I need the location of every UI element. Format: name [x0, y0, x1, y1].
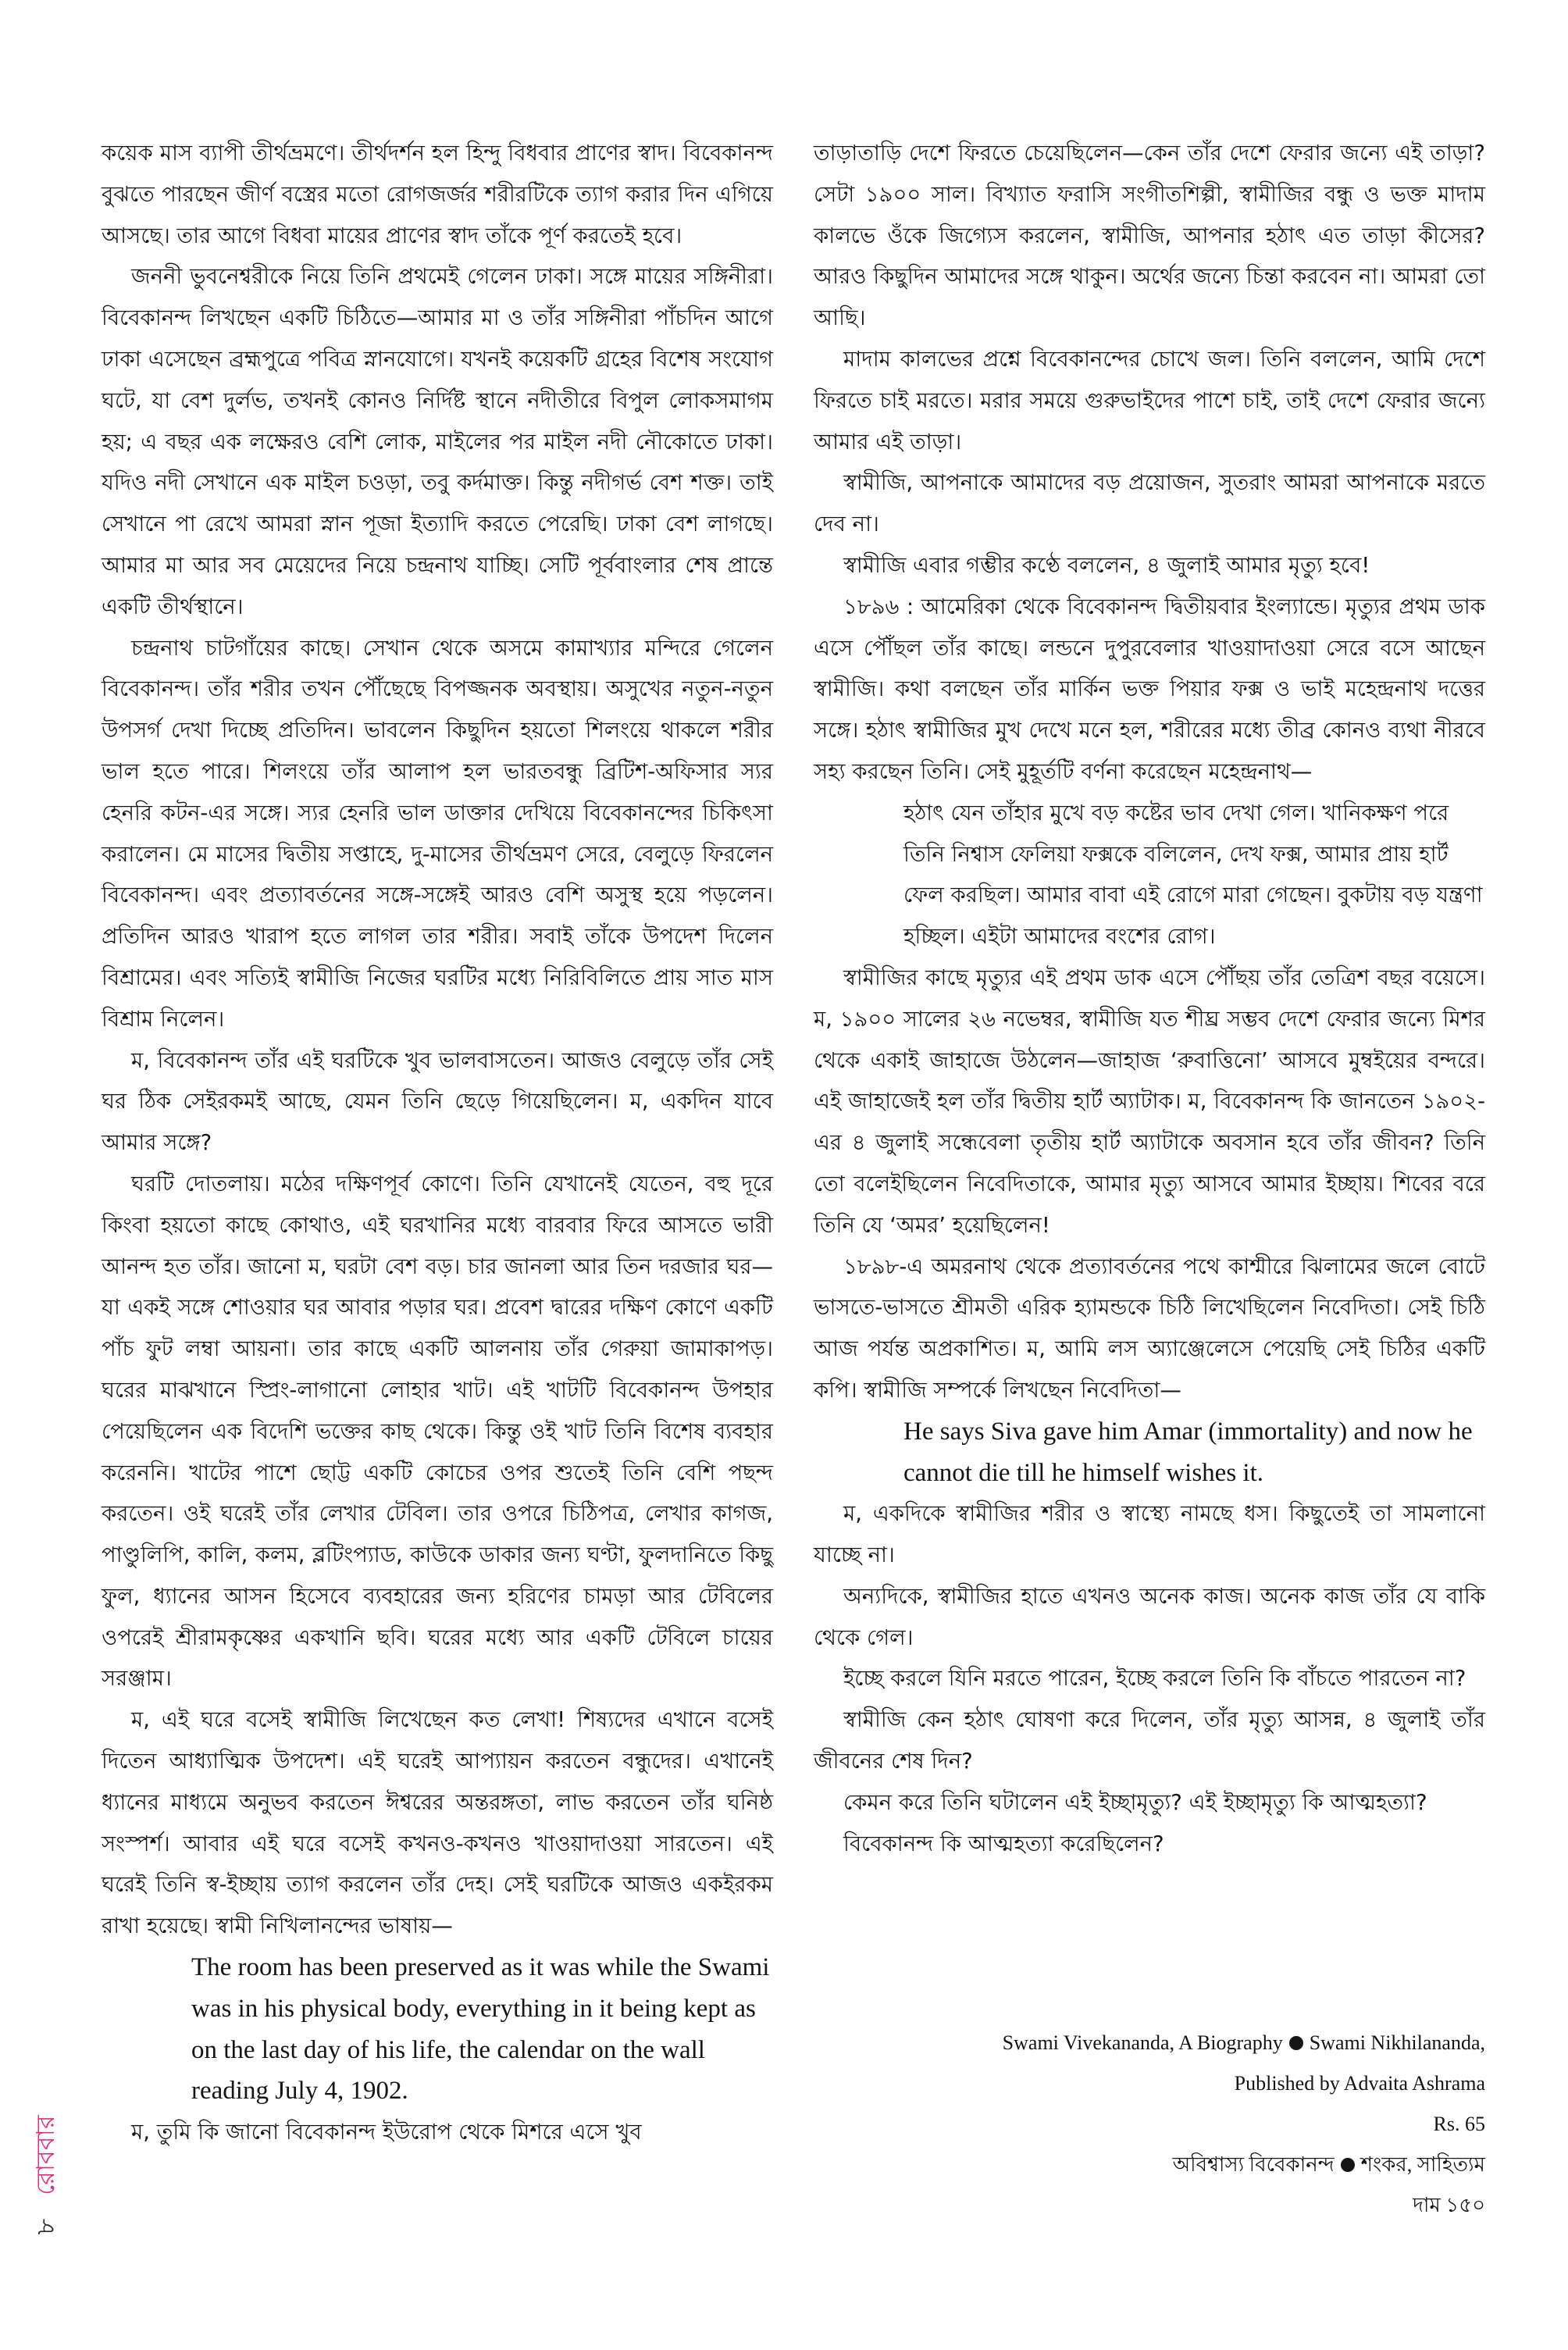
reference-2-book: অবিশ্বাস্য বিবেকানন্দ	[1172, 2153, 1335, 2176]
magazine-name: রোববার	[30, 2115, 60, 2195]
reference-1-author: Swami Nikhilananda,	[1309, 2031, 1485, 2054]
page-number: ৮	[30, 2218, 60, 2235]
paragraph: তাড়াতাড়ি দেশে ফিরতে চেয়েছিলেন—কেন তাঁর দেশে ফেরার জন্যে এই তাড়া? সেটা ১৯০০ সাল। বিখ্যাত ফরাসি সংগীতশিল্পী, স্বামীজির বন্ধু ও ভক্ত মাদাম কালভে ওঁকে জিগ্যেস করলেন, স্বামীজি, আপনার হঠাৎ এত তাড়া কীসের? আরও কিছুদিন আমাদের সঙ্গে থাকুন। অর্থের জন্যে চিন্তা করবেন না। আমরা তো আছি।	[814, 141, 1485, 331]
block-quote: হঠাৎ যেন তাঁহার মুখে বড় কষ্টের ভাব দেখা গেল। খানিকক্ষণ পরে তিনি নিশ্বাস ফেলিয়া ফক্সকে বলিলেন, দেখ ফক্স, আমার প্রায় হার্ট ফেল করছিল। আমার বাবা এই রোগে মারা গেছেন। বুকটায় বড় যন্ত্রণা হচ্ছিল। এইটা আমাদের বংশের রোগ।	[903, 800, 1483, 950]
paragraph: মাদাম কালভের প্রশ্নে বিবেকানন্দের চোখে জল। তিনি বললেন, আমি দেশে ফিরতে চাই মরতে। মরার সময়ে গুরুভাইদের পাশে চাই, তাই দেশে ফেরার জন্যে আমার এই তাড়া।	[814, 346, 1485, 455]
english-quote: The room has been preserved as it was while the Swami was in his physical body, everything in it being kept as on the last day of his life, the calendar on the wall reading July 4, 1902.	[191, 1953, 770, 2106]
reference-1-price: Rs. 65	[1433, 2113, 1485, 2135]
bullet-icon	[1341, 2158, 1355, 2172]
reference-2-author: শংকর, সাহিত্যম	[1360, 2153, 1485, 2176]
paragraph: ম, একদিকে স্বামীজির শরীর ও স্বাস্থ্যে নামছে ধস। কিছুতেই তা সামলানো যাচ্ছে না।	[814, 1501, 1485, 1568]
reference-2-title-line	[814, 2145, 1485, 2185]
paragraph: ম, বিবেকানন্দ তাঁর এই ঘরটিকে খুব ভালবাসতেন। আজও বেলুড়ে তাঁর সেই ঘর ঠিক সেইরকমই আছে, যেমন তিনি ছেড়ে গিয়েছিলেন। ম, একদিন যাবে আমার সঙ্গে?	[102, 1047, 773, 1156]
bullet-icon	[1289, 2036, 1303, 2050]
paragraph: স্বামীজি কেন হঠাৎ ঘোষণা করে দিলেন, তাঁর মৃত্যু আসন্ন, ৪ জুলাই তাঁর জীবনের শেষ দিন?	[814, 1707, 1485, 1774]
paragraph: স্বামীজি, আপনাকে আমাদের বড় প্রয়োজন, সুতরাং আমরা আপনাকে মরতে দেব না।	[814, 470, 1485, 537]
paragraph: ম, তুমি কি জানো বিবেকানন্দ ইউরোপ থেকে মিশরে এসে খুব	[131, 2120, 642, 2145]
paragraph: ম, এই ঘরে বসেই স্বামীজি লিখেছেন কত লেখা! শিষ্যদের এখানে বসেই দিতেন আধ্যাত্মিক উপদেশ। এই ঘরেই আপ্যায়ন করতেন বন্ধুদের। এখানেই ধ্যানের মাধ্যমে অনুভব করতেন ঈশ্বরের অন্তরঙ্গতা, লাভ করতেন তাঁর ঘনিষ্ঠ সংস্পর্শ। আবার এই ঘরে বসেই কখনও-কখনও খাওয়াদাওয়া সারতেন। এই ঘরেই তিনি স্ব-ইচ্ছায় ত্যাগ করলেন তাঁর দেহ। সেই ঘরটিকে আজও একইরকম রাখা হয়েছে। স্বামী নিখিলানন্দের ভাষায়—	[102, 1707, 773, 1939]
paragraph: কয়েক মাস ব্যাপী তীর্থভ্রমণে। তীর্থদর্শন হল হিন্দু বিধবার প্রাণের স্বাদ। বিবেকানন্দ বুঝতে পারছেন জীর্ণ বস্ত্রের মতো রোগজর্জর শরীরটিকে ত্যাগ করার দিন এগিয়ে আসছে। তার আগে বিধবা মায়ের প্রাণের স্বাদ তাঁকে পূর্ণ করতেই হবে।	[102, 141, 773, 248]
paragraph: বিবেকানন্দ কি আত্মহত্যা করেছিলেন?	[843, 1831, 1164, 1856]
paragraph: জননী ভুবনেশ্বরীকে নিয়ে তিনি প্রথমেই গেলেন ঢাকা। সঙ্গে মায়ের সঙ্গিনীরা। বিবেকানন্দ লিখছেন একটি চিঠিতে—আমার মা ও তাঁর সঙ্গিনীরা পাঁচদিন আগে ঢাকা এসেছেন ব্রহ্মপুত্রে পবিত্র স্নানযোগে। যখনই কয়েকটি গ্রহের বিশেষ সংযোগ ঘটে, যা বেশ দুর্লভ, তখনই কোনও নির্দিষ্ট স্থানে নদীতীরে বিপুল লোকসমাগম হয়; এ বছর এক লক্ষেরও বেশি লোক, মাইলের পর মাইল নদী নৌকোতে ঢাকা। যদিও নদী সেখানে এক মাইল চওড়া, তবু কর্দমাক্ত। কিন্তু নদীগর্ভ বেশ শক্ত। তাই সেখানে পা রেখে আমরা স্নান পূজা ইত্যাদি করতে পেরেছি। ঢাকা বেশ লাগছে। আমার মা আর সব মেয়েদের নিয়ে চন্দ্রনাথ যাচ্ছি। সেটি পূর্ববাংলার শেষ প্রান্তে একটি তীর্থস্থানে।	[102, 264, 773, 619]
reference-1-book: Swami Vivekananda, A Biography	[1002, 2031, 1283, 2054]
paragraph: স্বামীজির কাছে মৃত্যুর এই প্রথম ডাক এসে পৌঁছয় তাঁর তেত্রিশ বছর বয়েসে। ম, ১৯০০ সালের ২৬ নভেম্বর, স্বামীজি যত শীঘ্র সম্ভব দেশে ফেরার জন্যে মিশর থেকে একাই জাহাজে উঠলেন—জাহাজ ‘রুবাত্তিনো’ আসবে মুম্বইয়ের বন্দরে। এই জাহাজেই হল তাঁর দ্বিতীয় হার্ট অ্যাটাক। ম, বিবেকানন্দ কি জানতেন ১৯০২-এর ৪ জুলাই সন্ধেবেলা তৃতীয় হার্ট অ্যাটাকে অবসান হবে তাঁর জীবন? তিনি তো বলেইছিলেন নিবেদিতাকে, আমার মৃত্যু আসবে আমার ইচ্ছায়। শিবের বরে তিনি যে ‘অমর’ হয়েছিলেন!	[814, 965, 1485, 1238]
paragraph: কেমন করে তিনি ঘটালেন এই ইচ্ছামৃত্যু? এই ইচ্ছামৃত্যু কি আত্মহত্যা?	[843, 1789, 1427, 1815]
margin-label	[23, 2046, 70, 2304]
english-quote: He says Siva gave him Amar (immortality) and now he cannot die till he himself wishes it.	[903, 1417, 1473, 1487]
margin-label-text	[26, 2115, 68, 2234]
paragraph: ১৮৯৬ : আমেরিকা থেকে বিবেকানন্দ দ্বিতীয়বার ইংল্যান্ডে। মৃত্যুর প্রথম ডাক এসে পৌঁছল তাঁর কাছে। লন্ডনে দুপুরবেলার খাওয়াদাওয়া সেরে বসে আছেন স্বামীজি। কথা বলছেন তাঁর মার্কিন ভক্ত পিয়ার ফক্স ও ভাই মহেন্দ্রনাথ দত্তের সঙ্গে। হঠাৎ স্বামীজির মুখ দেখে মনে হল, শরীরের মধ্যে তীব্র কোনও ব্যথা নীরবে সহ্য করছেন তিনি। সেই মুহূর্তটি বর্ণনা করেছেন মহেন্দ্রনাথ—	[814, 594, 1485, 784]
reference-2-price: দাম ১৫০	[1413, 2194, 1485, 2216]
paragraph: ১৮৯৮-এ অমরনাথ থেকে প্রত্যাবর্তনের পথে কাশ্মীরে ঝিলামের জলে বোটে ভাসতে-ভাসতে শ্রীমতী এরিক হ্যামন্ডকে চিঠি লিখেছিলেন নিবেদিতা। সেই চিঠি আজ পর্যন্ত অপ্রকাশিত। ম, আমি লস অ্যাঞ্জেলেসে পেয়েছি সেই চিঠির একটি কপি। স্বামীজি সম্পর্কে লিখছেন নিবেদিতা—	[814, 1253, 1485, 1403]
right-column	[814, 133, 1485, 1864]
paragraph: স্বামীজি এবার গম্ভীর কণ্ঠে বললেন, ৪ জুলাই আমার মৃত্যু হবে!	[843, 552, 1370, 578]
left-column	[102, 133, 773, 2153]
paragraph: অন্যদিকে, স্বামীজির হাতে এখনও অনেক কাজ। অনেক কাজ তাঁর যে বাকি থেকে গেল।	[814, 1583, 1485, 1650]
paragraph: ইচ্ছে করলে যিনি মরতে পারেন, ইচ্ছে করলে তিনি কি বাঁচতে পারতেন না?	[843, 1666, 1466, 1692]
references	[814, 2023, 1485, 2226]
reference-1-publisher: Published by Advaita Ashrama	[1234, 2072, 1485, 2095]
paragraph: চন্দ্রনাথ চাটগাঁয়ের কাছে। সেখান থেকে অসমে কামাখ্যার মন্দিরে গেলেন বিবেকানন্দ। তাঁর শরীর তখন পৌঁছেছে বিপজ্জনক অবস্থায়। অসুখের নতুন-নতুন উপসর্গ দেখা দিচ্ছে প্রতিদিন। ভাবলেন কিছুদিন হয়তো শিলংয়ে থাকলে শরীর ভাল হতে পারে। শিলংয়ে তাঁর আলাপ হল ভারতবন্ধু ব্রিটিশ-অফিসার স্যর হেনরি কটন-এর সঙ্গে। স্যর হেনরি ভাল ডাক্তার দেখিয়ে বিবেকানন্দের চিকিৎসা করালেন। মে মাসের দ্বিতীয় সপ্তাহে, দু-মাসের তীর্থভ্রমণ সেরে, বেলুড়ে ফিরলেন বিবেকানন্দ। এবং প্রত্যাবর্তনের সঙ্গে-সঙ্গেই আরও বেশি অসুস্থ হয়ে পড়লেন। প্রতিদিন আরও খারাপ হতে লাগল তার শরীর। সবাই তাঁকে উপদেশ দিলেন বিশ্রামের। এবং সত্যিই স্বামীজি নিজের ঘরটির মধ্যে নিরিবিলিতে প্রায় সাত মাস বিশ্রাম নিলেন।	[102, 635, 773, 1032]
paragraph: ঘরটি দোতলায়। মঠের দক্ষিণপূর্ব কোণে। তিনি যেখানেই যেতেন, বহু দূরে কিংবা হয়তো কাছে কোথাও, এই ঘরখানির মধ্যে বারবার ফিরে আসতে ভারী আনন্দ হত তাঁর। জানো ম, ঘরটা বেশ বড়। চার জানলা আর তিন দরজার ঘর—যা একই সঙ্গে শোওয়ার ঘর আবার পড়ার ঘর। প্রবেশ দ্বারের দক্ষিণ কোণে একটি পাঁচ ফুট লম্বা আয়না। তার কাছে একটি আলনায় তাঁর গেরুয়া জামাকাপড়। ঘরের মাঝখানে স্প্রিং-লাগানো লোহার খাট। এই খাটটি বিবেকানন্দ উপহার পেয়েছিলেন এক বিদেশি ভক্তের কাছ থেকে। কিন্তু ওই খাট তিনি বিশেষ ব্যবহার করেননি। খাটের পাশে ছোট্ট একটি কোচের ওপর শুতেই তিনি বেশি পছন্দ করতেন। ওই ঘরেই তাঁর লেখার টেবিল। তার ওপরে চিঠিপত্র, লেখার কাগজ, পাণ্ডুলিপি, কালি, কলম, ব্লটিংপ্যাড, কাউকে ডাকার জন্য ঘণ্টা, ফুলদানিতে কিছু ফুল, ধ্যানের আসন হিসেবে ব্যবহারের জন্য হরিণের চামড়া আর টেবিলের ওপরেই শ্রীরামকৃষ্ণের একখানি ছবি। ঘরের মধ্যে আর একটি টেবিলে চায়ের সরঞ্জাম।	[102, 1171, 773, 1692]
reference-1-title-line	[814, 2023, 1485, 2063]
